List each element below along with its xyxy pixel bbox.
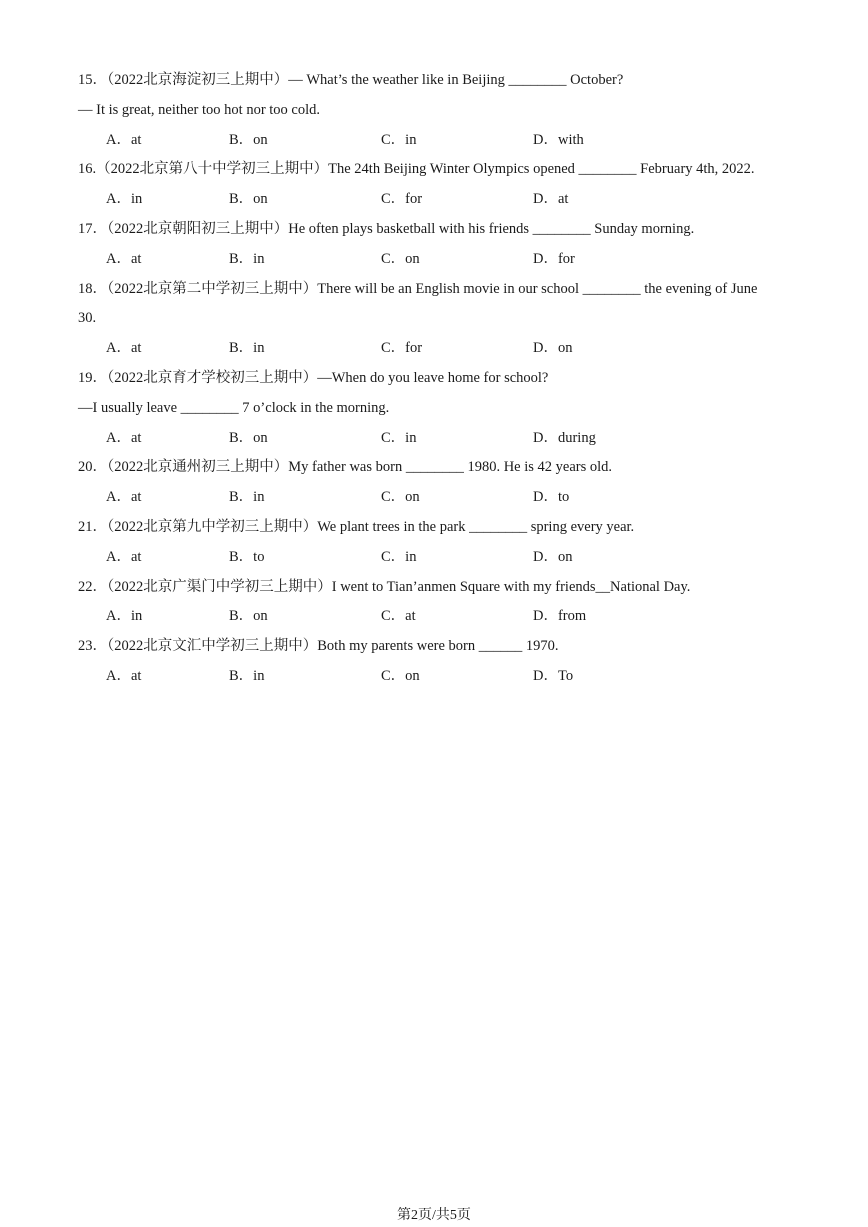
answer-option-a: A．at — [106, 340, 142, 357]
answer-option-a: A．in — [106, 608, 143, 625]
question-stem: 21．（2022北京第九中学初三上期中）We plant trees in the park ________ spring every year. — [78, 518, 635, 535]
question-stem: 16.（2022北京第八十中学初三上期中）The 24th Beijing Winter Olympics opened ________ February 4th, 2022. — [78, 161, 755, 178]
answer-option-c: C．on — [381, 667, 420, 684]
answer-option-d: D．at — [533, 191, 569, 208]
answer-option-c: C．on — [381, 250, 420, 267]
answer-option-c: C．in — [381, 131, 417, 148]
answer-option-c: C．for — [381, 340, 423, 357]
answer-options — [78, 483, 798, 513]
question-item — [78, 573, 798, 633]
question-stem: 23．（2022北京文汇中学初三上期中）Both my parents were born ______ 1970. — [78, 638, 559, 655]
question-item — [78, 632, 798, 692]
answer-option-a: A．at — [106, 429, 142, 446]
question-stem: 17．（2022北京朝阳初三上期中）He often plays basketball with his friends ________ Sunday morning. — [78, 220, 695, 237]
answer-options — [78, 424, 798, 454]
question-stem: 19．（2022北京育才学校初三上期中）—When do you leave home for school? — [78, 369, 549, 386]
answer-option-b: B．in — [229, 250, 265, 267]
question-item — [78, 66, 798, 155]
answer-option-d: D．during — [533, 429, 596, 446]
answer-option-c: C．at — [381, 608, 416, 625]
answer-option-d: D．To — [533, 667, 574, 684]
answer-option-b: B．on — [229, 429, 268, 446]
answer-option-c: C．in — [381, 429, 417, 446]
answer-option-d: D．on — [533, 548, 573, 565]
answer-option-b: B．on — [229, 608, 268, 625]
question-item — [78, 215, 798, 275]
question-item — [78, 275, 798, 364]
answer-options — [78, 662, 798, 692]
answer-option-a: A．at — [106, 667, 142, 684]
question-stem: 22．（2022北京广渠门中学初三上期中）I went to Tian’anmen Square with my friends__National Day. — [78, 578, 691, 595]
answer-option-b: B．to — [229, 548, 265, 565]
answer-options — [78, 185, 798, 215]
answer-option-a: A．at — [106, 489, 142, 506]
answer-option-c: C．in — [381, 548, 417, 565]
answer-option-a: A．at — [106, 131, 142, 148]
answer-option-b: B．on — [229, 131, 268, 148]
answer-options — [78, 245, 798, 275]
question-list — [78, 66, 798, 692]
question-item — [78, 453, 798, 513]
answer-option-c: C．for — [381, 191, 423, 208]
question-item — [78, 513, 798, 573]
answer-option-d: D．for — [533, 250, 575, 267]
answer-options — [78, 334, 798, 364]
answer-option-a: A．at — [106, 548, 142, 565]
question-stem-continued: —I usually leave ________ 7 o’clock in the morning. — [78, 399, 390, 416]
question-item — [78, 364, 798, 453]
answer-option-d: D．to — [533, 489, 570, 506]
question-item — [78, 155, 798, 215]
answer-option-d: D．with — [533, 131, 584, 148]
page-footer: 第2页/共5页 — [397, 1208, 471, 1223]
answer-options — [78, 602, 798, 632]
question-stem-continued: 30. — [78, 310, 97, 327]
question-stem: 18．（2022北京第二中学初三上期中）There will be an English movie in our school ________ the evening of June — [78, 280, 758, 297]
answer-options — [78, 126, 798, 156]
answer-option-d: D．on — [533, 340, 573, 357]
answer-option-a: A．in — [106, 191, 143, 208]
answer-option-d: D．from — [533, 608, 587, 625]
answer-options — [78, 543, 798, 573]
answer-option-b: B．in — [229, 340, 265, 357]
answer-option-c: C．on — [381, 489, 420, 506]
question-stem: 15．（2022北京海淀初三上期中）— What’s the weather like in Beijing ________ October? — [78, 72, 624, 88]
question-stem-continued: — It is great, neither too hot nor too cold. — [78, 101, 321, 118]
answer-option-b: B．in — [229, 489, 265, 506]
answer-option-b: B．in — [229, 667, 265, 684]
answer-option-b: B．on — [229, 191, 268, 208]
answer-option-a: A．at — [106, 250, 142, 267]
question-stem: 20．（2022北京通州初三上期中）My father was born ________ 1980. He is 42 years old. — [78, 459, 613, 476]
